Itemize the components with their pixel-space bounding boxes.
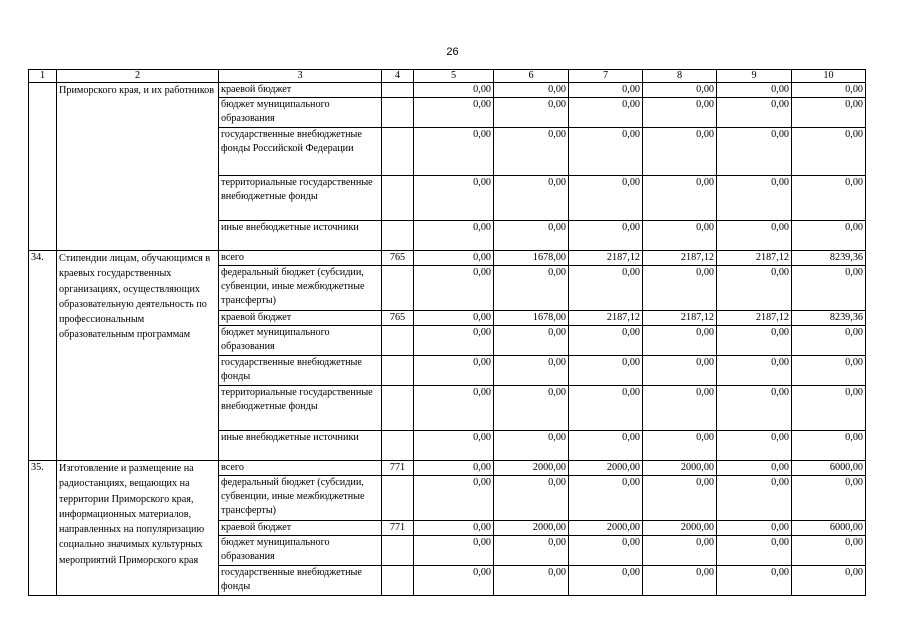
table-row — [29, 83, 866, 98]
funding-source: иные внебюджетные источники — [219, 431, 382, 461]
budget-code: 765 — [382, 251, 414, 266]
item-number: 34. — [29, 251, 57, 461]
table-row — [29, 251, 866, 266]
value-cell: 0,00 — [717, 536, 792, 566]
budget-code — [382, 128, 414, 176]
value-cell: 0,00 — [569, 566, 643, 596]
value-cell: 8239,36 — [792, 251, 866, 266]
column-header: 10 — [792, 70, 866, 83]
value-cell: 0,00 — [414, 431, 494, 461]
budget-code — [382, 221, 414, 251]
value-cell: 0,00 — [792, 326, 866, 356]
budget-code — [382, 83, 414, 98]
value-cell: 0,00 — [494, 98, 569, 128]
item-name: Стипендии лицам, обучающимся в краевых государственных организациях, осуществляющих образовательную деятельность по профессиональным образовательным программам — [57, 251, 219, 461]
funding-source: всего — [219, 461, 382, 476]
funding-source: краевой бюджет — [219, 311, 382, 326]
funding-source: государственные внебюджетные фонды Российской Федерации — [219, 128, 382, 176]
value-cell: 2187,12 — [717, 311, 792, 326]
funding-source: федеральный бюджет (субсидии, субвенции, иные межбюджетные трансферты) — [219, 476, 382, 521]
value-cell: 0,00 — [494, 356, 569, 386]
table-row — [29, 461, 866, 476]
value-cell: 0,00 — [643, 536, 717, 566]
funding-source: государственные внебюджетные фонды — [219, 566, 382, 596]
budget-code — [382, 566, 414, 596]
value-cell: 2000,00 — [569, 521, 643, 536]
column-header: 5 — [414, 70, 494, 83]
value-cell: 0,00 — [414, 476, 494, 521]
value-cell: 0,00 — [569, 98, 643, 128]
column-header: 3 — [219, 70, 382, 83]
funding-source: краевой бюджет — [219, 521, 382, 536]
column-header: 1 — [29, 70, 57, 83]
value-cell: 0,00 — [414, 251, 494, 266]
value-cell: 0,00 — [494, 128, 569, 176]
value-cell: 0,00 — [717, 128, 792, 176]
value-cell: 0,00 — [569, 83, 643, 98]
column-header: 4 — [382, 70, 414, 83]
value-cell: 2187,12 — [717, 251, 792, 266]
value-cell: 0,00 — [643, 221, 717, 251]
item-number — [29, 83, 57, 251]
value-cell: 0,00 — [494, 266, 569, 311]
budget-table — [28, 69, 866, 596]
value-cell: 0,00 — [643, 476, 717, 521]
value-cell: 0,00 — [643, 176, 717, 221]
page-number: 26 — [446, 46, 459, 58]
item-name: Изготовление и размещение на радиостанциях, вещающих на территории Приморского края, информационных материалов, направленных на популяризацию социально значимых культурных мероприятий Приморского края — [57, 461, 219, 596]
value-cell: 0,00 — [494, 386, 569, 431]
budget-code — [382, 476, 414, 521]
value-cell: 0,00 — [717, 431, 792, 461]
value-cell: 0,00 — [569, 356, 643, 386]
item-number: 35. — [29, 461, 57, 596]
value-cell: 0,00 — [717, 176, 792, 221]
value-cell: 2187,12 — [643, 311, 717, 326]
value-cell: 0,00 — [414, 461, 494, 476]
value-cell: 0,00 — [414, 221, 494, 251]
value-cell: 0,00 — [717, 98, 792, 128]
value-cell: 0,00 — [569, 176, 643, 221]
value-cell: 0,00 — [792, 128, 866, 176]
value-cell: 2000,00 — [569, 461, 643, 476]
budget-code: 771 — [382, 521, 414, 536]
value-cell: 0,00 — [494, 326, 569, 356]
value-cell: 0,00 — [643, 128, 717, 176]
value-cell: 2187,12 — [569, 251, 643, 266]
value-cell: 0,00 — [569, 536, 643, 566]
value-cell: 0,00 — [494, 431, 569, 461]
column-header: 9 — [717, 70, 792, 83]
budget-code: 765 — [382, 311, 414, 326]
value-cell: 0,00 — [494, 476, 569, 521]
value-cell: 0,00 — [414, 266, 494, 311]
item-name: Приморского края, и их работников — [57, 83, 219, 251]
funding-source: краевой бюджет — [219, 83, 382, 98]
value-cell: 8239,36 — [792, 311, 866, 326]
value-cell: 2000,00 — [643, 521, 717, 536]
funding-source: всего — [219, 251, 382, 266]
value-cell: 0,00 — [569, 476, 643, 521]
column-header: 2 — [57, 70, 219, 83]
value-cell: 1678,00 — [494, 311, 569, 326]
value-cell: 0,00 — [643, 98, 717, 128]
value-cell: 0,00 — [792, 536, 866, 566]
value-cell: 0,00 — [792, 266, 866, 311]
table-body — [29, 70, 866, 596]
value-cell: 6000,00 — [792, 521, 866, 536]
value-cell: 0,00 — [414, 176, 494, 221]
value-cell: 0,00 — [569, 431, 643, 461]
column-header: 7 — [569, 70, 643, 83]
value-cell: 0,00 — [414, 326, 494, 356]
value-cell: 0,00 — [643, 386, 717, 431]
value-cell: 2000,00 — [494, 461, 569, 476]
value-cell: 2000,00 — [494, 521, 569, 536]
value-cell: 0,00 — [717, 356, 792, 386]
budget-code — [382, 326, 414, 356]
value-cell: 0,00 — [717, 461, 792, 476]
value-cell: 0,00 — [414, 83, 494, 98]
value-cell: 0,00 — [717, 521, 792, 536]
value-cell: 0,00 — [643, 356, 717, 386]
value-cell: 0,00 — [414, 98, 494, 128]
value-cell: 0,00 — [717, 386, 792, 431]
value-cell: 0,00 — [494, 176, 569, 221]
value-cell: 0,00 — [717, 326, 792, 356]
value-cell: 0,00 — [494, 83, 569, 98]
value-cell: 0,00 — [792, 476, 866, 521]
value-cell: 0,00 — [717, 83, 792, 98]
budget-code — [382, 176, 414, 221]
value-cell: 0,00 — [717, 221, 792, 251]
value-cell: 0,00 — [792, 386, 866, 431]
value-cell: 0,00 — [569, 266, 643, 311]
funding-source: бюджет муниципального образования — [219, 536, 382, 566]
value-cell: 0,00 — [414, 521, 494, 536]
value-cell: 0,00 — [792, 221, 866, 251]
value-cell: 0,00 — [792, 431, 866, 461]
value-cell: 0,00 — [643, 266, 717, 311]
value-cell: 0,00 — [414, 386, 494, 431]
value-cell: 2000,00 — [643, 461, 717, 476]
value-cell: 0,00 — [414, 311, 494, 326]
value-cell: 0,00 — [494, 566, 569, 596]
value-cell: 0,00 — [494, 536, 569, 566]
budget-code: 771 — [382, 461, 414, 476]
budget-code — [382, 356, 414, 386]
value-cell: 0,00 — [643, 431, 717, 461]
value-cell: 0,00 — [414, 566, 494, 596]
column-header: 6 — [494, 70, 569, 83]
value-cell: 0,00 — [414, 536, 494, 566]
value-cell: 0,00 — [792, 356, 866, 386]
value-cell: 1678,00 — [494, 251, 569, 266]
value-cell: 0,00 — [569, 128, 643, 176]
budget-code — [382, 98, 414, 128]
value-cell: 0,00 — [717, 266, 792, 311]
budget-code — [382, 536, 414, 566]
value-cell: 0,00 — [643, 566, 717, 596]
funding-source: государственные внебюджетные фонды — [219, 356, 382, 386]
value-cell: 0,00 — [792, 83, 866, 98]
value-cell: 0,00 — [792, 176, 866, 221]
value-cell: 0,00 — [792, 566, 866, 596]
value-cell: 0,00 — [494, 221, 569, 251]
value-cell: 0,00 — [414, 128, 494, 176]
funding-source: федеральный бюджет (субсидии, субвенции, иные межбюджетные трансферты) — [219, 266, 382, 311]
funding-source: территориальные государственные внебюджетные фонды — [219, 386, 382, 431]
budget-code — [382, 386, 414, 431]
funding-source: иные внебюджетные источники — [219, 221, 382, 251]
value-cell: 2187,12 — [643, 251, 717, 266]
value-cell: 0,00 — [643, 83, 717, 98]
value-cell: 0,00 — [792, 98, 866, 128]
value-cell: 0,00 — [414, 356, 494, 386]
funding-source: бюджет муниципального образования — [219, 98, 382, 128]
value-cell: 0,00 — [717, 566, 792, 596]
column-header: 8 — [643, 70, 717, 83]
value-cell: 6000,00 — [792, 461, 866, 476]
value-cell: 0,00 — [569, 221, 643, 251]
value-cell: 0,00 — [643, 326, 717, 356]
funding-source: территориальные государственные внебюджетные фонды — [219, 176, 382, 221]
value-cell: 0,00 — [717, 476, 792, 521]
funding-source: бюджет муниципального образования — [219, 326, 382, 356]
budget-code — [382, 266, 414, 311]
value-cell: 0,00 — [569, 386, 643, 431]
header-row — [29, 70, 866, 83]
value-cell: 0,00 — [569, 326, 643, 356]
budget-code — [382, 431, 414, 461]
value-cell: 2187,12 — [569, 311, 643, 326]
